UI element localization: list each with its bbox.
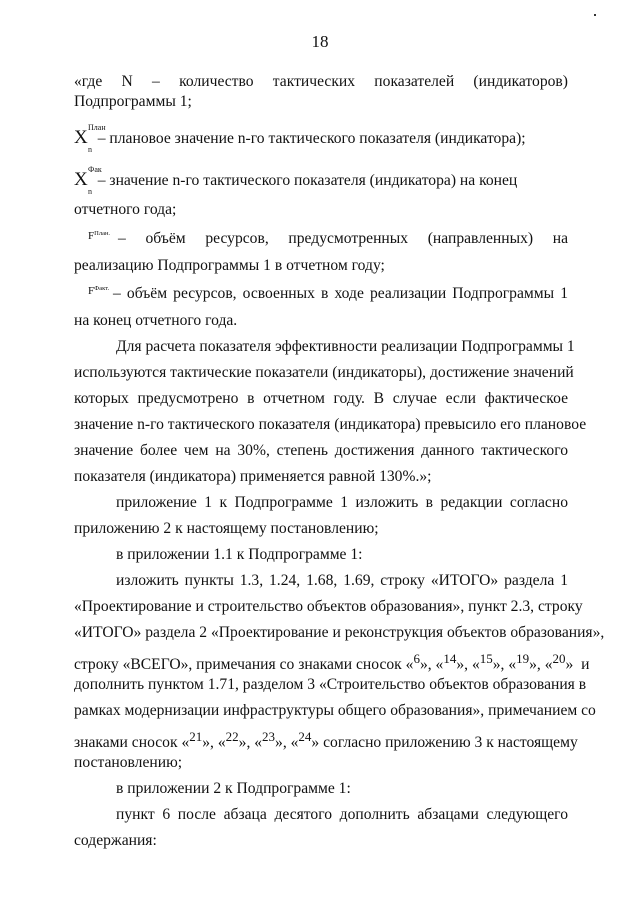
- footnote-marks-line: знаками сносок «$^{21}$», «$^{22}$», «$^{23}$», «$^{24}$» согласно приложению 3 к настоящему: [74, 729, 578, 752]
- footnote-marks-line: строку «ВСЕГО», примечания со знаками сносок «$^6$», «$^{14}$», «$^{15}$», «$^{19}$», «$^{20}$» и: [74, 651, 590, 674]
- text-line: приложению 2 к настоящему постановлению;: [74, 520, 379, 537]
- text-line: изложить пункты 1.3, 1.24, 1.68, 1.69, строку «ИТОГО» раздела 1: [116, 572, 568, 589]
- text-line: приложение 1 к Подпрограмме 1 изложить в редакции согласно: [116, 494, 568, 511]
- text-line: Для расчета показателя эффективности реализации Подпрограммы 1: [116, 338, 575, 355]
- text-line: отчетного года;: [74, 201, 177, 218]
- x-fact-symbol: X Фак n: [74, 165, 102, 196]
- text-line: «ИТОГО» раздела 2 «Проектирование и реконструкция объектов образования»,: [74, 624, 605, 641]
- formula-line-x-fact: X Фак n – значение n-го тактического показателя (индикатора) на конец: [74, 165, 518, 196]
- page-number: 18: [311, 32, 329, 51]
- text-line: Подпрограммы 1;: [74, 93, 192, 110]
- text-line: значение n-го тактического показателя (индикатора) превысило его плановое: [74, 416, 587, 433]
- text-line: значение более чем на 30%, степень достижения данного тактического: [74, 442, 568, 459]
- text-line: рамках модернизации инфраструктуры общего образования», примечанием со: [74, 702, 596, 719]
- text-line: которых предусмотрено в отчетном году. В случае если фактическое: [74, 390, 568, 407]
- scan-speck: [594, 14, 596, 16]
- text-line: используются тактические показатели (индикаторы), достижение значений: [74, 364, 574, 381]
- text-line: постановлению;: [74, 754, 183, 771]
- text-line: на конец отчетного года.: [74, 312, 238, 329]
- text-line: содержания:: [74, 832, 157, 849]
- f-fact-symbol: $F^{Факт.}$: [88, 285, 110, 297]
- text-line: «где N – количество тактических показателей (индикаторов): [74, 73, 568, 90]
- text-line: в приложении 1.1 к Подпрограмме 1:: [116, 546, 363, 563]
- text-line: показателя (индикатора) применяется равной 130%.»;: [74, 468, 432, 485]
- f-plan-symbol: $F^{План.}$: [88, 230, 111, 242]
- x-plan-symbol: X План n: [74, 123, 106, 154]
- text-line: пункт 6 после абзаца десятого дополнить абзацами следующего: [116, 806, 568, 823]
- formula-line-f-plan: – объём ресурсов, предусмотренных (направленных) на: [118, 230, 568, 247]
- text-line: дополнить пунктом 1.71, разделом 3 «Строительство объектов образования в: [74, 676, 587, 693]
- text-line: «Проектирование и строительство объектов образования», пункт 2.3, строку: [74, 598, 583, 615]
- text-line: – объём ресурсов, освоенных в ходе реализации Подпрограммы 1: [113, 285, 568, 302]
- text-line: реализацию Подпрограммы 1 в отчетном году;: [74, 257, 385, 274]
- formula-line-x-plan: X План n – плановое значение n-го тактического показателя (индикатора);: [74, 123, 526, 154]
- text-line: в приложении 2 к Подпрограмме 1:: [116, 780, 351, 797]
